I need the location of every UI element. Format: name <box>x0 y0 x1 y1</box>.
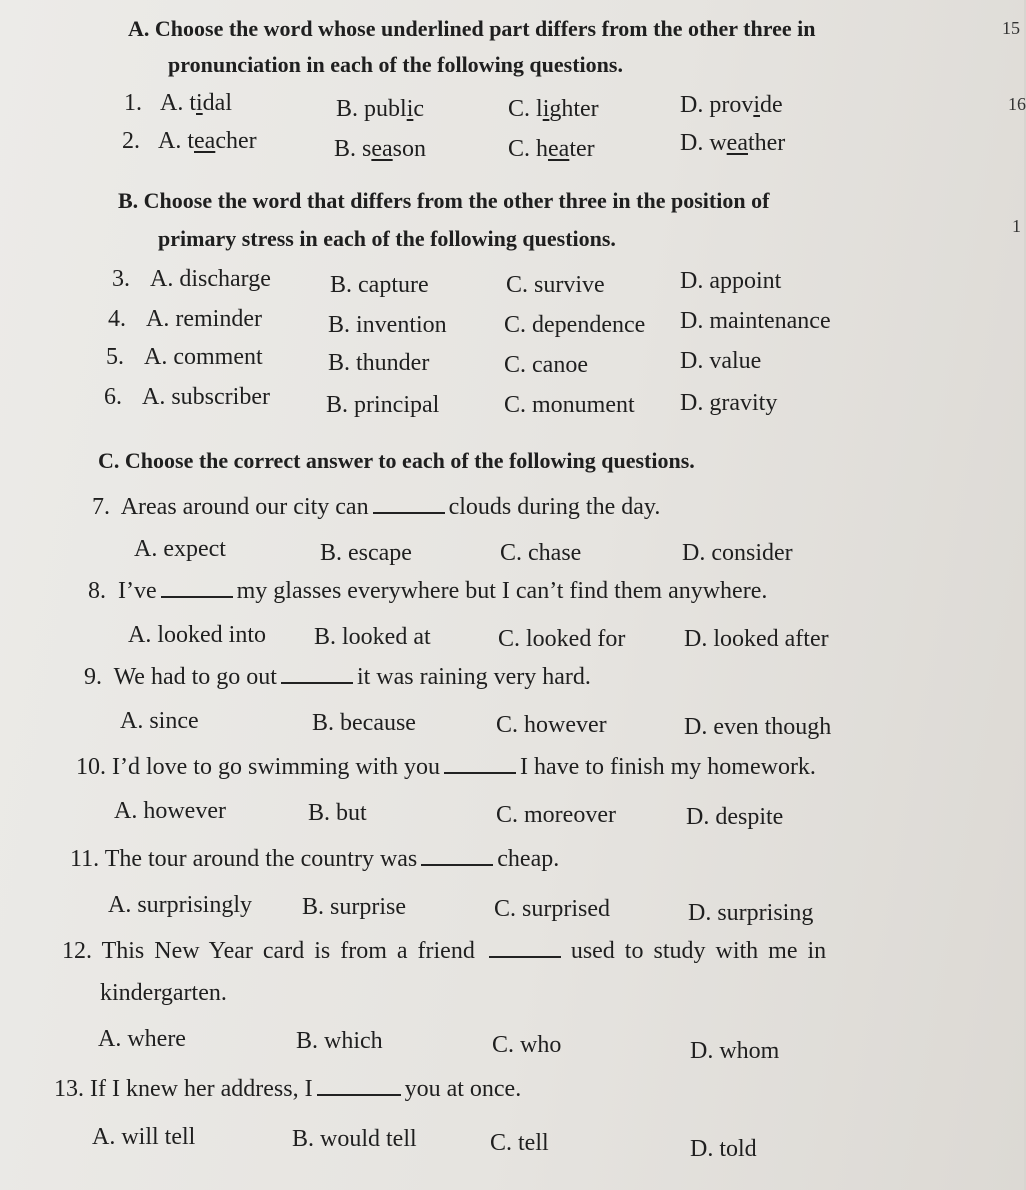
option-a: A. teacher <box>158 128 257 154</box>
option-b: B. capture <box>330 272 429 298</box>
margin-mark: 15 <box>1002 18 1020 38</box>
question-7: 7. Areas around our city can clouds during the day. <box>92 494 661 520</box>
option-b: B. because <box>312 710 416 736</box>
option-d: D. appoint <box>680 268 782 294</box>
option-d: D. even though <box>684 714 832 740</box>
question-number: 4. <box>108 306 126 332</box>
option-d: D. provide <box>680 92 783 118</box>
option-c: C. lighter <box>508 96 599 122</box>
question-10: 10. I’d love to go swimming with you I have to finish my homework. <box>76 754 816 780</box>
section-c-heading: C. Choose the correct answer to each of the following questions. <box>98 448 695 473</box>
option-d: D. consider <box>682 540 793 566</box>
option-c: C. heater <box>508 136 595 162</box>
option-c: C. monument <box>504 392 635 418</box>
option-c: C. dependence <box>504 312 646 338</box>
question-number: 2. <box>122 128 140 154</box>
option-b: B. season <box>334 136 427 162</box>
option-a: A. where <box>98 1026 186 1052</box>
question-12: 12. This New Year card is from a friend used to study with me in <box>62 938 827 964</box>
option-b: B. but <box>308 800 367 826</box>
question-11: 11. The tour around the country was cheap. <box>70 846 560 872</box>
margin-mark: 16 <box>1008 94 1026 114</box>
option-c: C. surprised <box>494 896 610 922</box>
option-b: B. invention <box>328 312 447 338</box>
option-c: C. looked for <box>498 626 626 652</box>
section-a-heading-cont: pronunciation in each of the following questions. <box>168 52 623 77</box>
question-9: 9. We had to go out it was raining very hard. <box>84 664 591 690</box>
question-number: 5. <box>106 344 124 370</box>
option-a: A. however <box>114 798 226 824</box>
option-a: A. looked into <box>128 622 266 648</box>
option-c: C. who <box>492 1032 562 1058</box>
option-a: A. subscriber <box>142 384 270 410</box>
option-b: B. escape <box>320 540 412 566</box>
question-8: 8. I’ve my glasses everywhere but I can’t find them anywhere. <box>88 578 768 604</box>
option-d: D. whom <box>690 1038 780 1064</box>
option-d: D. surprising <box>688 900 814 926</box>
option-a: A. expect <box>134 536 226 562</box>
option-c: C. moreover <box>496 802 616 828</box>
option-c: C. tell <box>490 1130 549 1156</box>
section-b-heading: B. Choose the word that differs from the other three in the position of <box>118 188 770 213</box>
option-b: B. thunder <box>328 350 430 376</box>
option-a: A. since <box>120 708 199 734</box>
option-d: D. looked after <box>684 626 829 652</box>
option-a: A. will tell <box>92 1124 196 1150</box>
option-c: C. chase <box>500 540 582 566</box>
question-number: 6. <box>104 384 122 410</box>
question-13: 13. If I knew her address, I you at once. <box>54 1076 522 1102</box>
option-a: A. comment <box>144 344 263 370</box>
option-d: D. value <box>680 348 762 374</box>
section-b-heading-cont: primary stress in each of the following questions. <box>158 226 616 251</box>
option-d: D. despite <box>686 804 784 830</box>
option-d: D. maintenance <box>680 308 831 334</box>
option-a: A. discharge <box>150 266 271 292</box>
margin-mark: 1 <box>1012 216 1021 236</box>
option-d: D. gravity <box>680 390 778 416</box>
option-d: D. weather <box>680 130 786 156</box>
option-c: C. survive <box>506 272 605 298</box>
section-a-heading: A. Choose the word whose underlined part differs from the other three in <box>128 16 816 41</box>
option-b: B. public <box>336 96 425 122</box>
option-b: B. would tell <box>292 1126 417 1152</box>
option-d: D. told <box>690 1136 757 1162</box>
option-a: A. reminder <box>146 306 262 332</box>
option-b: B. surprise <box>302 894 406 920</box>
option-b: B. principal <box>326 392 440 418</box>
option-b: B. looked at <box>314 624 431 650</box>
option-b: B. which <box>296 1028 383 1054</box>
question-number: 1. <box>124 90 142 116</box>
question-number: 3. <box>112 266 130 292</box>
option-c: C. canoe <box>504 352 588 378</box>
option-a: A. surprisingly <box>108 892 252 918</box>
question-12-cont: kindergarten. <box>100 980 227 1006</box>
option-a: A. tidal <box>160 90 232 116</box>
option-c: C. however <box>496 712 607 738</box>
